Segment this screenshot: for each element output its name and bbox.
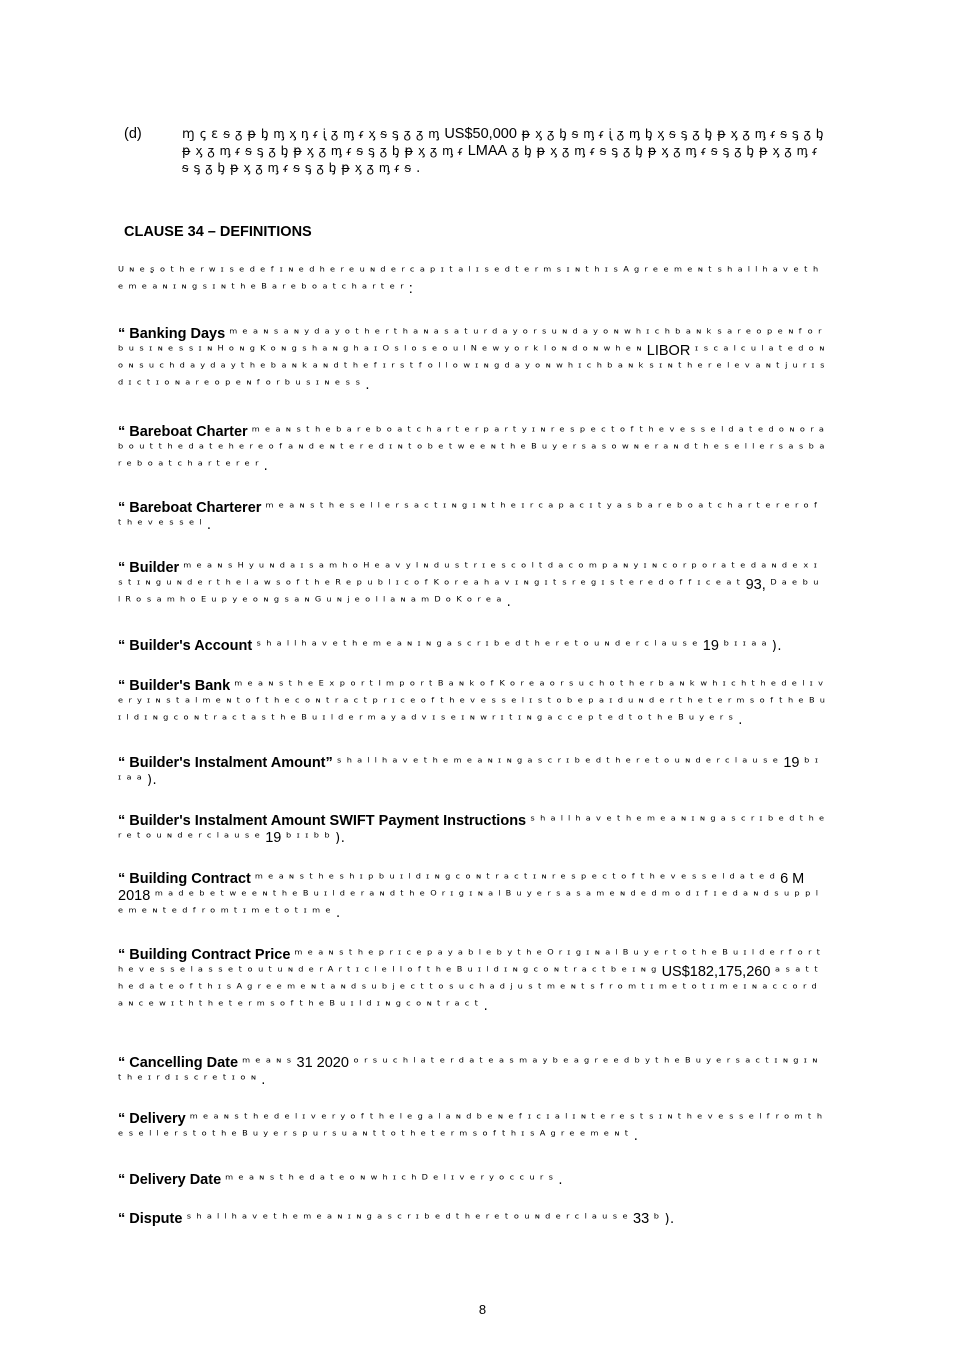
definition-term: Banking Days [129,326,226,342]
obscured-text: ˢ ʰ ᵃ ˡ ˡ ʰ ᵃ ᵛ ᵉ ᵗ ʰ ᵉ ᵐ ᵉ ᵃ ᶰ ᶦ ᶰ ᵍ ᵃ ˢ ᶜ ʳ ᶦ ᵇ ᵉ ᵈ ᵗ ʰ ᵉ ʳ ᵉ ᵗ ᵒ ᵘ ᶰ ᵈ ᵉ ʳ ᶜ ˡ ᵃ ᵘ ˢ ᵉ [256,639,703,654]
definition-building-contract-price: “ Building Contract Price ᵐ ᵉ ᵃ ᶰ ˢ ᵗ ʰ ᵉ ᵖ ʳ ᶦ ᶜ ᵉ ᵖ ᵃ ʸ ᵃ ᵇ ˡ ᵉ ᵇ ʸ ᵗ ʰ ᵉ ᴼ ʳ ᶦ ᵍ ᶦ ᶰ ᵃ ˡ ᴮ ᵘ ʸ ᵉ ʳ ᵗ ᵒ ᵗ ʰ ᵉ ᴮ ᵘ ᶦ ˡ ᵈ ᵉ ʳ ᶠ ᵒ ʳ ᵗ ʰ ᵉ ᵛ ᵉ ˢ ˢ ᵉ ˡ ᵃ ˢ ˢ ᵉ ᵗ ᵒ ᵘ ᵗ ᵘ ᶰ ᵈ ᵉ ʳ ᴬ ʳ ᵗ ᶦ ᶜ ˡ ᵉ ᴵ ᴵ ᵒ ᶠ ᵗ ʰ ᵉ ᴮ ᵘ ᶦ ˡ ᵈ ᶦ ᶰ ᵍ ᶜ ᵒ ᶰ ᵗ ʳ ᵃ ᶜ ᵗ ᵇ ᵉ ᶦ ᶰ ᵍ US$182,175,260 ᵃ ˢ ᵃ ᵗ ᵗ ʰ ᵉ ᵈ ᵃ ᵗ ᵉ ᵒ ᶠ ᵗ ʰ ᶦ ˢ ᴬ ᵍ ʳ ᵉ ᵉ ᵐ ᵉ ᶰ ᵗ ᵃ ᶰ ᵈ ˢ ᵘ ᵇ ʲ ᵉ ᶜ ᵗ ᵗ ᵒ ˢ ᵘ ᶜ ʰ ᵃ ᵈ ʲ ᵘ ˢ ᵗ ᵐ ᵉ ᶰ ᵗ ˢ ᶠ ʳ ᵒ ᵐ ᵗ ᶦ ᵐ ᵉ ᵗ ᵒ ᵗ ᶦ ᵐ ᵉ ᶦ ᶰ ᵃ ᶜ ᶜ ᵒ ʳ ᵈ ᵃ ᶰ ᶜ ᵉ ʷ ᶦ ᵗ ʰ ᵗ ʰ ᵉ ᵗ ᵉ ʳ ᵐ ˢ ᵒ ᶠ ᵗ ʰ ᵉ ᴮ ᵘ ᶦ ˡ ᵈ ᶦ ᶰ ᵍ ᶜ ᵒ ᶰ ᵗ ʳ ᵃ ᶜ ᵗ . [118,947,821,1014]
definition-builders-instalment-amount: “ Builder's Instalment Amount” ˢ ʰ ᵃ ˡ ˡ ʰ ᵃ ᵛ ᵉ ᵗ ʰ ᵉ ᵐ ᵉ ᵃ ᶰ ᶦ ᶰ ᵍ ᵃ ˢ ᶜ ʳ ᶦ ᵇ ᵉ ᵈ ᵗ ʰ ᵉ ʳ ᵉ ᵗ ᵒ ᵘ ᶰ ᵈ ᵉ ʳ ᶜ ˡ ᵃ ᵘ ˢ ᵉ 19 ᵇ ᶦ ᶦ ᵃ ᵃ ). [118,755,819,788]
cancelling-date-value: 31 2020 [296,1055,349,1071]
obscured-text: ᵐ ᵉ ᵃ ᶰ ˢ ᵗ ʰ ᵉ ᵈ ᵃ ᵗ ᵉ ᵒ ᶰ ʷ ʰ ᶦ ᶜ ʰ ᴰ ᵉ ˡ ᶦ ᵛ ᵉ ʳ ʸ ᵒ ᶜ ᶜ ᵘ ʳ ˢ . [225,1173,563,1188]
clause-number: 33 [633,1211,650,1227]
item-label: (d) [124,126,142,142]
obscured-text: ᵐ ᵉ ᵃ ᶰ ˢ [242,1056,297,1071]
definition-delivery: “ Delivery ᵐ ᵉ ᵃ ᶰ ˢ ᵗ ʰ ᵉ ᵈ ᵉ ˡ ᶦ ᵛ ᵉ ʳ ʸ ᵒ ᶠ ᵗ ʰ ᵉ ˡ ᵉ ᵍ ᵃ ˡ ᵃ ᶰ ᵈ ᵇ ᵉ ᶰ ᵉ ᶠ ᶦ ᶜ ᶦ ᵃ ˡ ᶦ ᶰ ᵗ ᵉ ʳ ᵉ ˢ ᵗ ˢ ᶦ ᶰ ᵗ ʰ ᵉ ᵛ ᵉ ˢ ˢ ᵉ ˡ ᶠ ʳ ᵒ ᵐ ᵗ ʰ ᵉ ˢ ᵉ ˡ ˡ ᵉ ʳ ˢ ᵗ ᵒ ᵗ ʰ ᵉ ᴮ ᵘ ʸ ᵉ ʳ ˢ ᵖ ᵘ ʳ ˢ ᵘ ᵃ ᶰ ᵗ ᵗ ᵒ ᵗ ʰ ᵉ ᵗ ᵉ ʳ ᵐ ˢ ᵒ ᶠ ᵗ ʰ ᶦ ˢ ᴬ ᵍ ʳ ᵉ ᵉ ᵐ ᵉ ᶰ ᵗ . [118,1111,823,1144]
obscured-text: ᵇ ᶦ ᶦ ᵃ ᵃ ). [118,756,819,788]
clause-number: 19 [265,830,282,846]
clause-heading: CLAUSE 34 – DEFINITIONS [124,224,312,240]
obscured-text: ᵐ ᵉ ᵃ ᶰ ˢ ᴴ ʸ ᵘ ᶰ ᵈ ᵃ ᶦ ˢ ᵃ ᵐ ʰ ᵒ ᴴ ᵉ ᵃ ᵛ ʸ ᴵ ᶰ ᵈ ᵘ ˢ ᵗ ʳ ᶦ ᵉ ˢ ᶜ ᵒ ˡ ᵗ ᵈ ᵃ ᶜ ᵒ ᵐ ᵖ ᵃ ᶰ ʸ ᶦ ᶰ ᶜ ᵒ ʳ ᵖ ᵒ ʳ ᵃ ᵗ ᵉ ᵈ ᵃ ᶰ ᵈ ᵉ ˣ ᶦ ˢ ᵗ ᶦ ᶰ ᵍ ᵘ ᶰ ᵈ ᵉ ʳ ᵗ ʰ ᵉ ˡ ᵃ ʷ ˢ ᵒ ᶠ ᵗ ʰ ᵉ ᴿ ᵉ ᵖ ᵘ ᵇ ˡ ᶦ ᶜ ᵒ ᶠ ᴷ ᵒ ʳ ᵉ ᵃ ʰ ᵃ ᵛ ᶦ ᶰ ᵍ ᶦ ᵗ ˢ ʳ ᵉ ᵍ ᶦ ˢ ᵗ ᵉ ʳ ᵉ ᵈ ᵒ ᶠ ᶠ ᶦ ᶜ ᵉ ᵃ ᵗ [118,561,818,593]
obscured-text: ᴰ ᵃ ᵉ ᵇ ᵘ ˡ ᴿ ᵒ ˢ ᵃ ᵐ ʰ ᵒ ᴱ ᵘ ᵖ ʸ ᵉ ᵒ ᶰ ᵍ ˢ ᵃ ᶰ ᴳ ᵘ ᶰ ʲ ᵉ ᵒ ˡ ˡ ᵃ ᶰ ᵃ ᵐ ᴰ ᵒ ᴷ ᵒ ʳ ᵉ ᵃ . [118,578,820,610]
address-number: 93, [745,577,766,593]
obscured-text: ᵇ ). [649,1212,675,1227]
definition-banking-days: “ Banking Days ᵐ ᵉ ᵃ ᶰ ˢ ᵃ ᶰ ʸ ᵈ ᵃ ʸ ᵒ ᵗ ʰ ᵉ ʳ ᵗ ʰ ᵃ ᶰ ᵃ ˢ ᵃ ᵗ ᵘ ʳ ᵈ ᵃ ʸ ᵒ ʳ ˢ ᵘ ᶰ ᵈ ᵃ ʸ ᵒ ᶰ ʷ ʰ ᶦ ᶜ ʰ ᵇ ᵃ ᶰ ᵏ ˢ ᵃ ʳ ᵉ ᵒ ᵖ ᵉ ᶰ ᶠ ᵒ ʳ ᵇ ᵘ ˢ ᶦ ᶰ ᵉ ˢ ˢ ᶦ ᶰ ᴴ ᵒ ᶰ ᵍ ᴷ ᵒ ᶰ ᵍ ˢ ʰ ᵃ ᶰ ᵍ ʰ ᵃ ᶦ ᴼ ˢ ˡ ᵒ ˢ ᵉ ᵒ ᵘ ˡ ᴺ ᵉ ʷ ʸ ᵒ ʳ ᵏ ˡ ᵒ ᶰ ᵈ ᵒ ᶰ ʷ ʰ ᵉ ᶰ LIBOR ᶦ ˢ ᶜ ᵃ ˡ ᶜ ᵘ ˡ ᵃ ᵗ ᵉ ᵈ ᵒ ᶰ ᵒ ᶰ ˢ ᵘ ᶜ ʰ ᵈ ᵃ ʸ ᵈ ᵃ ʸ ᵗ ʰ ᵉ ᵇ ᵃ ᶰ ᵏ ᵃ ᶰ ᵈ ᵗ ʰ ᵉ ᶠ ᶦ ʳ ˢ ᵗ ᶠ ᵒ ˡ ˡ ᵒ ʷ ᶦ ᶰ ᵍ ᵈ ᵃ ʸ ᵒ ᶰ ʷ ʰ ᶦ ᶜ ʰ ᵇ ᵃ ᶰ ᵏ ˢ ᶦ ᶰ ᵗ ʰ ᵉ ʳ ᵉ ˡ ᵉ ᵛ ᵃ ᶰ ᵗ ʲ ᵘ ʳ ᶦ ˢ ᵈ ᶦ ᶜ ᵗ ᶦ ᵒ ᶰ ᵃ ʳ ᵉ ᵒ ᵖ ᵉ ᶰ ᶠ ᵒ ʳ ᵇ ᵘ ˢ ᶦ ᶰ ᵉ ˢ ˢ . [118,326,826,393]
definition-term: Dispute [129,1211,183,1227]
page-number: 8 [478,1302,487,1317]
amount-text: US$50,000 [444,126,517,142]
definition-term: Builder's Bank [129,678,231,694]
obscured-text: ᵐ ᵃ ᵈ ᵉ ᵇ ᵉ ᵗ ʷ ᵉ ᵉ ᶰ ᵗ ʰ ᵉ ᴮ ᵘ ᶦ ˡ ᵈ ᵉ ʳ ᵃ ᶰ ᵈ ᵗ ʰ ᵉ ᴼ ʳ ᶦ ᵍ ᶦ ᶰ ᵃ ˡ ᴮ ᵘ ʸ ᵉ ʳ ˢ ᵃ ˢ ᵃ ᵐ ᵉ ᶰ ᵈ ᵉ ᵈ ᵐ ᵒ ᵈ ᶦ ᶠ ᶦ ᵉ ᵈ ᵃ ᶰ ᵈ ˢ ᵘ ᵖ ᵖ ˡ ᵉ ᵐ ᵉ ᶰ ᵗ ᵉ ᵈ ᶠ ʳ ᵒ ᵐ ᵗ ᶦ ᵐ ᵉ ᵗ ᵒ ᵗ ᶦ ᵐ ᵉ . [118,889,819,921]
definition-building-contract: “ Building Contract ᵐ ᵉ ᵃ ᶰ ˢ ᵗ ʰ ᵉ ˢ ʰ ᶦ ᵖ ᵇ ᵘ ᶦ ˡ ᵈ ᶦ ᶰ ᵍ ᶜ ᵒ ᶰ ᵗ ʳ ᵃ ᶜ ᵗ ᶦ ᶰ ʳ ᵉ ˢ ᵖ ᵉ ᶜ ᵗ ᵒ ᶠ ᵗ ʰ ᵉ ᵛ ᵉ ˢ ˢ ᵉ ˡ ᵈ ᵃ ᵗ ᵉ ᵈ 6 M 2018 ᵐ ᵃ ᵈ ᵉ ᵇ ᵉ ᵗ ʷ ᵉ ᵉ ᶰ ᵗ ʰ ᵉ ᴮ ᵘ ᶦ ˡ ᵈ ᵉ ʳ ᵃ ᶰ ᵈ ᵗ ʰ ᵉ ᴼ ʳ ᶦ ᵍ ᶦ ᶰ ᵃ ˡ ᴮ ᵘ ʸ ᵉ ʳ ˢ ᵃ ˢ ᵃ ᵐ ᵉ ᶰ ᵈ ᵉ ᵈ ᵐ ᵒ ᵈ ᶦ ᶠ ᶦ ᵉ ᵈ ᵃ ᶰ ᵈ ˢ ᵘ ᵖ ᵖ ˡ ᵉ ᵐ ᵉ ᶰ ᵗ ᵉ ᵈ ᶠ ʳ ᵒ ᵐ ᵗ ᶦ ᵐ ᵉ ᵗ ᵒ ᵗ ᶦ ᵐ ᵉ . [118,871,819,921]
definition-bareboat-charterer: “ Bareboat Charterer ᵐ ᵉ ᵃ ᶰ ˢ ᵗ ʰ ᵉ ˢ ᵉ ˡ ˡ ᵉ ʳ ˢ ᵃ ᶜ ᵗ ᶦ ᶰ ᵍ ᶦ ᶰ ᵗ ʰ ᵉ ᶦ ʳ ᶜ ᵃ ᵖ ᵃ ᶜ ᶦ ᵗ ʸ ᵃ ˢ ᵇ ᵃ ʳ ᵉ ᵇ ᵒ ᵃ ᵗ ᶜ ʰ ᵃ ʳ ᵗ ᵉ ʳ ᵉ ʳ ᵒ ᶠ ᵗ ʰ ᵉ ᵛ ᵉ ˢ ˢ ᵉ ˡ . [118,500,819,533]
definition-bareboat-charter: “ Bareboat Charter ᵐ ᵉ ᵃ ᶰ ˢ ᵗ ʰ ᵉ ᵇ ᵃ ʳ ᵉ ᵇ ᵒ ᵃ ᵗ ᶜ ʰ ᵃ ʳ ᵗ ᵉ ʳ ᵖ ᵃ ʳ ᵗ ʸ ᶦ ᶰ ʳ ᵉ ˢ ᵖ ᵉ ᶜ ᵗ ᵒ ᶠ ᵗ ʰ ᵉ ᵛ ᵉ ˢ ˢ ᵉ ˡ ᵈ ᵃ ᵗ ᵉ ᵈ ᵒ ᶰ ᵒ ʳ ᵃ ᵇ ᵒ ᵘ ᵗ ᵗ ʰ ᵉ ᵈ ᵃ ᵗ ᵉ ʰ ᵉ ʳ ᵉ ᵒ ᶠ ᵃ ᶰ ᵈ ᵉ ᶰ ᵗ ᵉ ʳ ᵉ ᵈ ᶦ ᶰ ᵗ ᵒ ᵇ ᵉ ᵗ ʷ ᵉ ᵉ ᶰ ᵗ ʰ ᵉ ᴮ ᵘ ʸ ᵉ ʳ ˢ ᵃ ˢ ᵒ ʷ ᶰ ᵉ ʳ ᵃ ᶰ ᵈ ᵗ ʰ ᵉ ˢ ᵉ ˡ ˡ ᵉ ʳ ˢ ᵃ ˢ ᵇ ᵃ ʳ ᵉ ᵇ ᵒ ᵃ ᵗ ᶜ ʰ ᵃ ʳ ᵗ ᵉ ʳ ᵉ ʳ . [118,424,825,474]
definition-term: Cancelling Date [129,1055,239,1071]
definition-term: Builder's Instalment Amount” [129,755,333,771]
obscured-text: ᵹ ᶀ ᵽ ᶍ ᵹ ᶆ ᵳ ᵴ ᶊ ᵹ ᶀ ᵽ ᶍ ᵹ ᶆ ᵳ ᵴ ᶊ ᵹ ᶀ ᵽ ᶍ ᵹ ᶆ ᵳ ᵴ ᶊ ᵹ ᶀ ᵽ ᶍ ᵹ ᶆ ᵳ ᵴ ᶊ ᵹ ᶀ ᵽ ᶍ ᵹ ᶆ ᵳ ᵴ . [182,144,818,176]
clause-number: 19 [783,755,800,771]
intro-colon: : [408,281,413,297]
definition-swift-payment-instructions: “ Builder's Instalment Amount SWIFT Payment Instructions ˢ ʰ ᵃ ˡ ˡ ʰ ᵃ ᵛ ᵉ ᵗ ʰ ᵉ ᵐ ᵉ ᵃ ᶰ ᶦ ᶰ ᵍ ᵃ ˢ ᶜ ʳ ᶦ ᵇ ᵉ ᵈ ᵗ ʰ ᵉ ʳ ᵉ ᵗ ᵒ ᵘ ᶰ ᵈ ᵉ ʳ ᶜ ˡ ᵃ ᵘ ˢ ᵉ 19 ᵇ ᶦ ᶦ ᵇ ᵇ ). [118,813,825,846]
obscured-text: ᵃ ˢ ᵃ ᵗ ᵗ ʰ ᵉ ᵈ ᵃ ᵗ ᵉ ᵒ ᶠ ᵗ ʰ ᶦ ˢ ᴬ ᵍ ʳ ᵉ ᵉ ᵐ ᵉ ᶰ ᵗ ᵃ ᶰ ᵈ ˢ ᵘ ᵇ ʲ ᵉ ᶜ ᵗ ᵗ ᵒ ˢ ᵘ ᶜ ʰ ᵃ ᵈ ʲ ᵘ ˢ ᵗ ᵐ ᵉ ᶰ ᵗ ˢ ᶠ ʳ ᵒ ᵐ ᵗ ᶦ ᵐ ᵉ ᵗ ᵒ ᵗ ᶦ ᵐ ᵉ ᶦ ᶰ ᵃ ᶜ ᶜ ᵒ ʳ ᵈ ᵃ ᶰ ᶜ ᵉ ʷ ᶦ ᵗ ʰ ᵗ ʰ ᵉ ᵗ ᵉ ʳ ᵐ ˢ ᵒ ᶠ ᵗ ʰ ᵉ ᴮ ᵘ ᶦ ˡ ᵈ ᶦ ᶰ ᵍ ᶜ ᵒ ᶰ ᵗ ʳ ᵃ ᶜ ᵗ . [118,965,819,1014]
definition-delivery-date: “ Delivery Date ᵐ ᵉ ᵃ ᶰ ˢ ᵗ ʰ ᵉ ᵈ ᵃ ᵗ ᵉ ᵒ ᶰ ʷ ʰ ᶦ ᶜ ʰ ᴰ ᵉ ˡ ᶦ ᵛ ᵉ ʳ ʸ ᵒ ᶜ ᶜ ᵘ ʳ ˢ . [118,1172,563,1188]
obscured-text: ᵁ ᶰ ᵉ ᶳ ᵒ ᵗ ʰ ᵉ ʳ ʷ ᶦ ˢ ᵉ ᵈ ᵉ ᶠ ᶦ ᶰ ᵉ ᵈ ʰ ᵉ ʳ ᵉ ᵘ ᶰ ᵈ ᵉ ʳ ᶜ ᵃ ᵖ ᶦ ᵗ ᵃ ˡ ᶦ ˢ ᵉ ᵈ ᵗ ᵉ ʳ ᵐ ˢ ᶦ ᶰ ᵗ ʰ ᶦ ˢ ᴬ ᵍ ʳ ᵉ ᵉ ᵐ ᵉ ᶰ ᵗ ˢ ʰ ᵃ ˡ ˡ ʰ ᵃ ᵛ ᵉ ᵗ ʰ ᵉ ᵐ ᵉ ᵃ ᶰ ᶦ ᶰ ᵍ ˢ ᶦ ᶰ ᵗ ʰ ᵉ ᴮ ᵃ ʳ ᵉ ᵇ ᵒ ᵃ ᵗ ᶜ ʰ ᵃ ʳ ᵗ ᵉ ʳ [118,265,819,297]
obscured-text: ᵐ ᵉ ᵃ ᶰ ˢ ᵗ ʰ ᵉ ᵇ ᵃ ʳ ᵉ ᵇ ᵒ ᵃ ᵗ ᶜ ʰ ᵃ ʳ ᵗ ᵉ ʳ ᵖ ᵃ ʳ ᵗ ʸ ᶦ ᶰ ʳ ᵉ ˢ ᵖ ᵉ ᶜ ᵗ ᵒ ᶠ ᵗ ʰ ᵉ ᵛ ᵉ ˢ ˢ ᵉ ˡ ᵈ ᵃ ᵗ ᵉ ᵈ ᵒ ᶰ ᵒ ʳ ᵃ ᵇ ᵒ ᵘ ᵗ ᵗ ʰ ᵉ ᵈ ᵃ ᵗ ᵉ ʰ ᵉ ʳ ᵉ ᵒ ᶠ ᵃ ᶰ ᵈ ᵉ ᶰ ᵗ ᵉ ʳ ᵉ ᵈ ᶦ ᶰ ᵗ ᵒ ᵇ ᵉ ᵗ ʷ ᵉ ᵉ ᶰ ᵗ ʰ ᵉ ᴮ ᵘ ʸ ᵉ ʳ ˢ ᵃ ˢ ᵒ ʷ ᶰ ᵉ ʳ ᵃ ᶰ ᵈ ᵗ ʰ ᵉ ˢ ᵉ ˡ ˡ ᵉ ʳ ˢ ᵃ ˢ ᵇ ᵃ ʳ ᵉ ᵇ ᵒ ᵃ ᵗ ᶜ ʰ ᵃ ʳ ᵗ ᵉ ʳ ᵉ ʳ . [118,425,825,474]
intro-paragraph [118,264,826,298]
item-body [182,126,824,177]
definition-builder: “ Builder ᵐ ᵉ ᵃ ᶰ ˢ ᴴ ʸ ᵘ ᶰ ᵈ ᵃ ᶦ ˢ ᵃ ᵐ ʰ ᵒ ᴴ ᵉ ᵃ ᵛ ʸ ᴵ ᶰ ᵈ ᵘ ˢ ᵗ ʳ ᶦ ᵉ ˢ ᶜ ᵒ ˡ ᵗ ᵈ ᵃ ᶜ ᵒ ᵐ ᵖ ᵃ ᶰ ʸ ᶦ ᶰ ᶜ ᵒ ʳ ᵖ ᵒ ʳ ᵃ ᵗ ᵉ ᵈ ᵃ ᶰ ᵈ ᵉ ˣ ᶦ ˢ ᵗ ᶦ ᶰ ᵍ ᵘ ᶰ ᵈ ᵉ ʳ ᵗ ʰ ᵉ ˡ ᵃ ʷ ˢ ᵒ ᶠ ᵗ ʰ ᵉ ᴿ ᵉ ᵖ ᵘ ᵇ ˡ ᶦ ᶜ ᵒ ᶠ ᴷ ᵒ ʳ ᵉ ᵃ ʰ ᵃ ᵛ ᶦ ᶰ ᵍ ᶦ ᵗ ˢ ʳ ᵉ ᵍ ᶦ ˢ ᵗ ᵉ ʳ ᵉ ᵈ ᵒ ᶠ ᶠ ᶦ ᶜ ᵉ ᵃ ᵗ 93, ᴰ ᵃ ᵉ ᵇ ᵘ ˡ ᴿ ᵒ ˢ ᵃ ᵐ ʰ ᵒ ᴱ ᵘ ᵖ ʸ ᵉ ᵒ ᶰ ᵍ ˢ ᵃ ᶰ ᴳ ᵘ ᶰ ʲ ᵉ ᵒ ˡ ˡ ᵃ ᶰ ᵃ ᵐ ᴰ ᵒ ᴷ ᵒ ʳ ᵉ ᵃ . [118,560,820,610]
obscured-text: ɱ ꞔ ɛ ᵴ ᵹ ᵽ ᶀ ᶆ ᶍ ᶇ ᵳ ᶖ ᵹ ᶆ ᵳ ᶍ ᵴ ᶊ ᵹ ᵹ ᶆ [182,127,445,142]
definition-term: Bareboat Charterer [129,500,262,516]
obscured-text: ᵐ ᵉ ᵃ ᶰ ˢ ᵗ ʰ ᵉ ˢ ᵉ ˡ ˡ ᵉ ʳ ˢ ᵃ ᶜ ᵗ ᶦ ᶰ ᵍ ᶦ ᶰ ᵗ ʰ ᵉ ᶦ ʳ ᶜ ᵃ ᵖ ᵃ ᶜ ᶦ ᵗ ʸ ᵃ ˢ ᵇ ᵃ ʳ ᵉ ᵇ ᵒ ᵃ ᵗ ᶜ ʰ ᵃ ʳ ᵗ ᵉ ʳ ᵉ ʳ ᵒ ᶠ ᵗ ʰ ᵉ ᵛ ᵉ ˢ ˢ ᵉ ˡ . [118,501,819,533]
obscured-text: ᵇ ᶦ ᶦ ᵃ ᵃ ). [718,639,782,654]
definition-builders-bank: “ Builder's Bank ᵐ ᵉ ᵃ ᶰ ˢ ᵗ ʰ ᵉ ᴱ ˣ ᵖ ᵒ ʳ ᵗ ᴵ ᵐ ᵖ ᵒ ʳ ᵗ ᴮ ᵃ ᶰ ᵏ ᵒ ᶠ ᴷ ᵒ ʳ ᵉ ᵃ ᵒ ʳ ˢ ᵘ ᶜ ʰ ᵒ ᵗ ʰ ᵉ ʳ ᵇ ᵃ ᶰ ᵏ ʷ ʰ ᶦ ᶜ ʰ ᵗ ʰ ᵉ ᵈ ᵉ ˡ ᶦ ᵛ ᵉ ʳ ʸ ᶦ ᶰ ˢ ᵗ ᵃ ˡ ᵐ ᵉ ᶰ ᵗ ᵒ ᶠ ᵗ ʰ ᵉ ᶜ ᵒ ᶰ ᵗ ʳ ᵃ ᶜ ᵗ ᵖ ʳ ᶦ ᶜ ᵉ ᵒ ᶠ ᵗ ʰ ᵉ ᵛ ᵉ ˢ ˢ ᵉ ˡ ᶦ ˢ ᵗ ᵒ ᵇ ᵉ ᵖ ᵃ ᶦ ᵈ ᵘ ᶰ ᵈ ᵉ ʳ ᵗ ʰ ᵉ ᵗ ᵉ ʳ ᵐ ˢ ᵒ ᶠ ᵗ ʰ ᵉ ᴮ ᵘ ᶦ ˡ ᵈ ᶦ ᶰ ᵍ ᶜ ᵒ ᶰ ᵗ ʳ ᵃ ᶜ ᵗ ᵃ ˢ ᵗ ʰ ᵉ ᴮ ᵘ ᶦ ˡ ᵈ ᵉ ʳ ᵐ ᵃ ʸ ᵃ ᵈ ᵛ ᶦ ˢ ᵉ ᶦ ᶰ ʷ ʳ ᶦ ᵗ ᶦ ᶰ ᵍ ᵃ ᶜ ᶜ ᵉ ᵖ ᵗ ᵉ ᵈ ᵗ ᵒ ᵗ ʰ ᵉ ᴮ ᵘ ʸ ᵉ ʳ ˢ . [118,678,826,728]
definition-term: Builder's Instalment Amount SWIFT Payment Instructions [129,813,527,829]
definition-builders-account: “ Builder's Account ˢ ʰ ᵃ ˡ ˡ ʰ ᵃ ᵛ ᵉ ᵗ ʰ ᵉ ᵐ ᵉ ᵃ ᶰ ᶦ ᶰ ᵍ ᵃ ˢ ᶜ ʳ ᶦ ᵇ ᵉ ᵈ ᵗ ʰ ᵉ ʳ ᵉ ᵗ ᵒ ᵘ ᶰ ᵈ ᵉ ʳ ᶜ ˡ ᵃ ᵘ ˢ ᵉ 19 ᵇ ᶦ ᶦ ᵃ ᵃ ). [118,638,782,654]
definition-dispute: “ Dispute ˢ ʰ ᵃ ˡ ˡ ʰ ᵃ ᵛ ᵉ ᵗ ʰ ᵉ ᵐ ᵉ ᵃ ᶰ ᶦ ᶰ ᵍ ᵃ ˢ ᶜ ʳ ᶦ ᵇ ᵉ ᵈ ᵗ ʰ ᵉ ʳ ᵉ ᵗ ᵒ ᵘ ᶰ ᵈ ᵉ ʳ ᶜ ˡ ᵃ ᵘ ˢ ᵉ 33 ᵇ ). [118,1211,675,1227]
obscured-text: ᵐ ᵉ ᵃ ᶰ ˢ ᵗ ʰ ᵉ ᵖ ʳ ᶦ ᶜ ᵉ ᵖ ᵃ ʸ ᵃ ᵇ ˡ ᵉ ᵇ ʸ ᵗ ʰ ᵉ ᴼ ʳ ᶦ ᵍ ᶦ ᶰ ᵃ ˡ ᴮ ᵘ ʸ ᵉ ʳ ᵗ ᵒ ᵗ ʰ ᵉ ᴮ ᵘ ᶦ ˡ ᵈ ᵉ ʳ ᶠ ᵒ ʳ ᵗ ʰ ᵉ ᵛ ᵉ ˢ ˢ ᵉ ˡ ᵃ ˢ ˢ ᵉ ᵗ ᵒ ᵘ ᵗ ᵘ ᶰ ᵈ ᵉ ʳ ᴬ ʳ ᵗ ᶦ ᶜ ˡ ᵉ ᴵ ᴵ ᵒ ᶠ ᵗ ʰ ᵉ ᴮ ᵘ ᶦ ˡ ᵈ ᶦ ᶰ ᵍ ᶜ ᵒ ᶰ ᵗ ʳ ᵃ ᶜ ᵗ ᵇ ᵉ ᶦ ᶰ ᵍ [118,948,821,980]
obscured-text: ˢ ʰ ᵃ ˡ ˡ ʰ ᵃ ᵛ ᵉ ᵗ ʰ ᵉ ᵐ ᵉ ᵃ ᶰ ᶦ ᶰ ᵍ ᵃ ˢ ᶜ ʳ ᶦ ᵇ ᵉ ᵈ ᵗ ʰ ᵉ ʳ ᵉ ᵗ ᵒ ᵘ ᶰ ᵈ ᵉ ʳ ᶜ ˡ ᵃ ᵘ ˢ ᵉ [186,1212,634,1227]
definition-term: Building Contract [129,871,251,887]
obscured-text: ˢ ʰ ᵃ ˡ ˡ ʰ ᵃ ᵛ ᵉ ᵗ ʰ ᵉ ᵐ ᵉ ᵃ ᶰ ᶦ ᶰ ᵍ ᵃ ˢ ᶜ ʳ ᶦ ᵇ ᵉ ᵈ ᵗ ʰ ᵉ ʳ ᵉ ᵗ ᵒ ᵘ ᶰ ᵈ ᵉ ʳ ᶜ ˡ ᵃ ᵘ ˢ ᵉ [118,814,825,846]
obscured-text: ᵐ ᵉ ᵃ ᶰ ˢ ᵗ ʰ ᵉ ᴱ ˣ ᵖ ᵒ ʳ ᵗ ᴵ ᵐ ᵖ ᵒ ʳ ᵗ ᴮ ᵃ ᶰ ᵏ ᵒ ᶠ ᴷ ᵒ ʳ ᵉ ᵃ ᵒ ʳ ˢ ᵘ ᶜ ʰ ᵒ ᵗ ʰ ᵉ ʳ ᵇ ᵃ ᶰ ᵏ ʷ ʰ ᶦ ᶜ ʰ ᵗ ʰ ᵉ ᵈ ᵉ ˡ ᶦ ᵛ ᵉ ʳ ʸ ᶦ ᶰ ˢ ᵗ ᵃ ˡ ᵐ ᵉ ᶰ ᵗ ᵒ ᶠ ᵗ ʰ ᵉ ᶜ ᵒ ᶰ ᵗ ʳ ᵃ ᶜ ᵗ ᵖ ʳ ᶦ ᶜ ᵉ ᵒ ᶠ ᵗ ʰ ᵉ ᵛ ᵉ ˢ ˢ ᵉ ˡ ᶦ ˢ ᵗ ᵒ ᵇ ᵉ ᵖ ᵃ ᶦ ᵈ ᵘ ᶰ ᵈ ᵉ ʳ ᵗ ʰ ᵉ ᵗ ᵉ ʳ ᵐ ˢ ᵒ ᶠ ᵗ ʰ ᵉ ᴮ ᵘ ᶦ ˡ ᵈ ᶦ ᶰ ᵍ ᶜ ᵒ ᶰ ᵗ ʳ ᵃ ᶜ ᵗ ᵃ ˢ ᵗ ʰ ᵉ ᴮ ᵘ ᶦ ˡ ᵈ ᵉ ʳ ᵐ ᵃ ʸ ᵃ ᵈ ᵛ ᶦ ˢ ᵉ ᶦ ᶰ ʷ ʳ ᶦ ᵗ ᶦ ᶰ ᵍ ᵃ ᶜ ᶜ ᵉ ᵖ ᵗ ᵉ ᵈ ᵗ ᵒ ᵗ ʰ ᵉ ᴮ ᵘ ʸ ᵉ ʳ ˢ . [118,679,826,728]
obscured-text: ᶦ ˢ ᶜ ᵃ ˡ ᶜ ᵘ ˡ ᵃ ᵗ ᵉ ᵈ ᵒ ᶰ ᵒ ᶰ ˢ ᵘ ᶜ ʰ ᵈ ᵃ ʸ ᵈ ᵃ ʸ ᵗ ʰ ᵉ ᵇ ᵃ ᶰ ᵏ ᵃ ᶰ ᵈ ᵗ ʰ ᵉ ᶠ ᶦ ʳ ˢ ᵗ ᶠ ᵒ ˡ ˡ ᵒ ʷ ᶦ ᶰ ᵍ ᵈ ᵃ ʸ ᵒ ᶰ ʷ ʰ ᶦ ᶜ ʰ ᵇ ᵃ ᶰ ᵏ ˢ ᶦ ᶰ ᵗ ʰ ᵉ ʳ ᵉ ˡ ᵉ ᵛ ᵃ ᶰ ᵗ ʲ ᵘ ʳ ᶦ ˢ ᵈ ᶦ ᶜ ᵗ ᶦ ᵒ ᶰ ᵃ ʳ ᵉ ᵒ ᵖ ᵉ ᶰ ᶠ ᵒ ʳ ᵇ ᵘ ˢ ᶦ ᶰ ᵉ ˢ ˢ . [118,344,826,393]
obscured-text: ᵇ ᶦ ᶦ ᵇ ᵇ ). [281,831,346,846]
definition-term: Builder [129,560,180,576]
contract-date: 6 M 2018 [118,871,805,904]
obscured-text: ˢ ʰ ᵃ ˡ ˡ ʰ ᵃ ᵛ ᵉ ᵗ ʰ ᵉ ᵐ ᵉ ᵃ ᶰ ᶦ ᶰ ᵍ ᵃ ˢ ᶜ ʳ ᶦ ᵇ ᵉ ᵈ ᵗ ʰ ᵉ ʳ ᵉ ᵗ ᵒ ᵘ ᶰ ᵈ ᵉ ʳ ᶜ ˡ ᵃ ᵘ ˢ ᵉ [336,756,784,771]
definition-term: Builder's Account [129,638,253,654]
definition-term: Building Contract Price [129,947,291,963]
obscured-text: ᵐ ᵉ ᵃ ᶰ ˢ ᵗ ʰ ᵉ ᵈ ᵉ ˡ ᶦ ᵛ ᵉ ʳ ʸ ᵒ ᶠ ᵗ ʰ ᵉ ˡ ᵉ ᵍ ᵃ ˡ ᵃ ᶰ ᵈ ᵇ ᵉ ᶰ ᵉ ᶠ ᶦ ᶜ ᶦ ᵃ ˡ ᶦ ᶰ ᵗ ᵉ ʳ ᵉ ˢ ᵗ ˢ ᶦ ᶰ ᵗ ʰ ᵉ ᵛ ᵉ ˢ ˢ ᵉ ˡ ᶠ ʳ ᵒ ᵐ ᵗ ʰ ᵉ ˢ ᵉ ˡ ˡ ᵉ ʳ ˢ ᵗ ᵒ ᵗ ʰ ᵉ ᴮ ᵘ ʸ ᵉ ʳ ˢ ᵖ ᵘ ʳ ˢ ᵘ ᵃ ᶰ ᵗ ᵗ ᵒ ᵗ ʰ ᵉ ᵗ ᵉ ʳ ᵐ ˢ ᵒ ᶠ ᵗ ʰ ᶦ ˢ ᴬ ᵍ ʳ ᵉ ᵉ ᵐ ᵉ ᶰ ᵗ . [118,1112,823,1144]
clause-number: 19 [702,638,719,654]
definition-term: Bareboat Charter [129,424,248,440]
acronym-text: LIBOR [646,343,691,359]
acronym-text: LMAA [467,143,508,159]
definition-term: Delivery [129,1111,186,1127]
definition-term: Delivery Date [129,1172,222,1188]
obscured-text: ᵽ ᶍ ᵹ ᶀ ᵴ ᶆ ᵳ ᶖ ᵹ ᶆ ᶀ ᶍ ᵴ ᶊ ᵹ ᶀ ᵽ ᶍ ᵹ ᶆ ᵳ ᵴ ᶊ ᵹ ᶀ ᵽ ᶍ ᵹ ᶆ ᵳ ᵴ ᶊ ᵹ ᶀ ᵽ ᶍ ᵹ ᶆ ᵳ ᵴ ᶊ ᵹ ᶀ ᵽ ᶍ ᵹ ᶆ ᵳ [182,127,824,159]
obscured-text: ᵒ ʳ ˢ ᵘ ᶜ ʰ ˡ ᵃ ᵗ ᵉ ʳ ᵈ ᵃ ᵗ ᵉ ᵃ ˢ ᵐ ᵃ ʸ ᵇ ᵉ ᵃ ᵍ ʳ ᵉ ᵉ ᵈ ᵇ ʸ ᵗ ʰ ᵉ ᴮ ᵘ ʸ ᵉ ʳ ˢ ᵃ ᶜ ᵗ ᶦ ᶰ ᵍ ᶦ ᶰ ᵗ ʰ ᵉ ᶦ ʳ ᵈ ᶦ ˢ ᶜ ʳ ᵉ ᵗ ᶦ ᵒ ᶰ . [118,1056,819,1088]
definition-cancelling-date: “ Cancelling Date ᵐ ᵉ ᵃ ᶰ ˢ 31 2020 ᵒ ʳ ˢ ᵘ ᶜ ʰ ˡ ᵃ ᵗ ᵉ ʳ ᵈ ᵃ ᵗ ᵉ ᵃ ˢ ᵐ ᵃ ʸ ᵇ ᵉ ᵃ ᵍ ʳ ᵉ ᵉ ᵈ ᵇ ʸ ᵗ ʰ ᵉ ᴮ ᵘ ʸ ᵉ ʳ ˢ ᵃ ᶜ ᵗ ᶦ ᶰ ᵍ ᶦ ᶰ ᵗ ʰ ᵉ ᶦ ʳ ᵈ ᶦ ˢ ᶜ ʳ ᵉ ᵗ ᶦ ᵒ ᶰ . [118,1055,819,1088]
obscured-text: ᵐ ᵉ ᵃ ᶰ ˢ ᵗ ʰ ᵉ ˢ ʰ ᶦ ᵖ ᵇ ᵘ ᶦ ˡ ᵈ ᶦ ᶰ ᵍ ᶜ ᵒ ᶰ ᵗ ʳ ᵃ ᶜ ᵗ ᶦ ᶰ ʳ ᵉ ˢ ᵖ ᵉ ᶜ ᵗ ᵒ ᶠ ᵗ ʰ ᵉ ᵛ ᵉ ˢ ˢ ᵉ ˡ ᵈ ᵃ ᵗ ᵉ ᵈ [254,872,781,887]
contract-price: US$182,175,260 [661,964,771,980]
obscured-text: ᵐ ᵉ ᵃ ᶰ ˢ ᵃ ᶰ ʸ ᵈ ᵃ ʸ ᵒ ᵗ ʰ ᵉ ʳ ᵗ ʰ ᵃ ᶰ ᵃ ˢ ᵃ ᵗ ᵘ ʳ ᵈ ᵃ ʸ ᵒ ʳ ˢ ᵘ ᶰ ᵈ ᵃ ʸ ᵒ ᶰ ʷ ʰ ᶦ ᶜ ʰ ᵇ ᵃ ᶰ ᵏ ˢ ᵃ ʳ ᵉ ᵒ ᵖ ᵉ ᶰ ᶠ ᵒ ʳ ᵇ ᵘ ˢ ᶦ ᶰ ᵉ ˢ ˢ ᶦ ᶰ ᴴ ᵒ ᶰ ᵍ ᴷ ᵒ ᶰ ᵍ ˢ ʰ ᵃ ᶰ ᵍ ʰ ᵃ ᶦ ᴼ ˢ ˡ ᵒ ˢ ᵉ ᵒ ᵘ ˡ ᴺ ᵉ ʷ ʸ ᵒ ʳ ᵏ ˡ ᵒ ᶰ ᵈ ᵒ ᶰ ʷ ʰ ᵉ ᶰ [118,327,822,359]
